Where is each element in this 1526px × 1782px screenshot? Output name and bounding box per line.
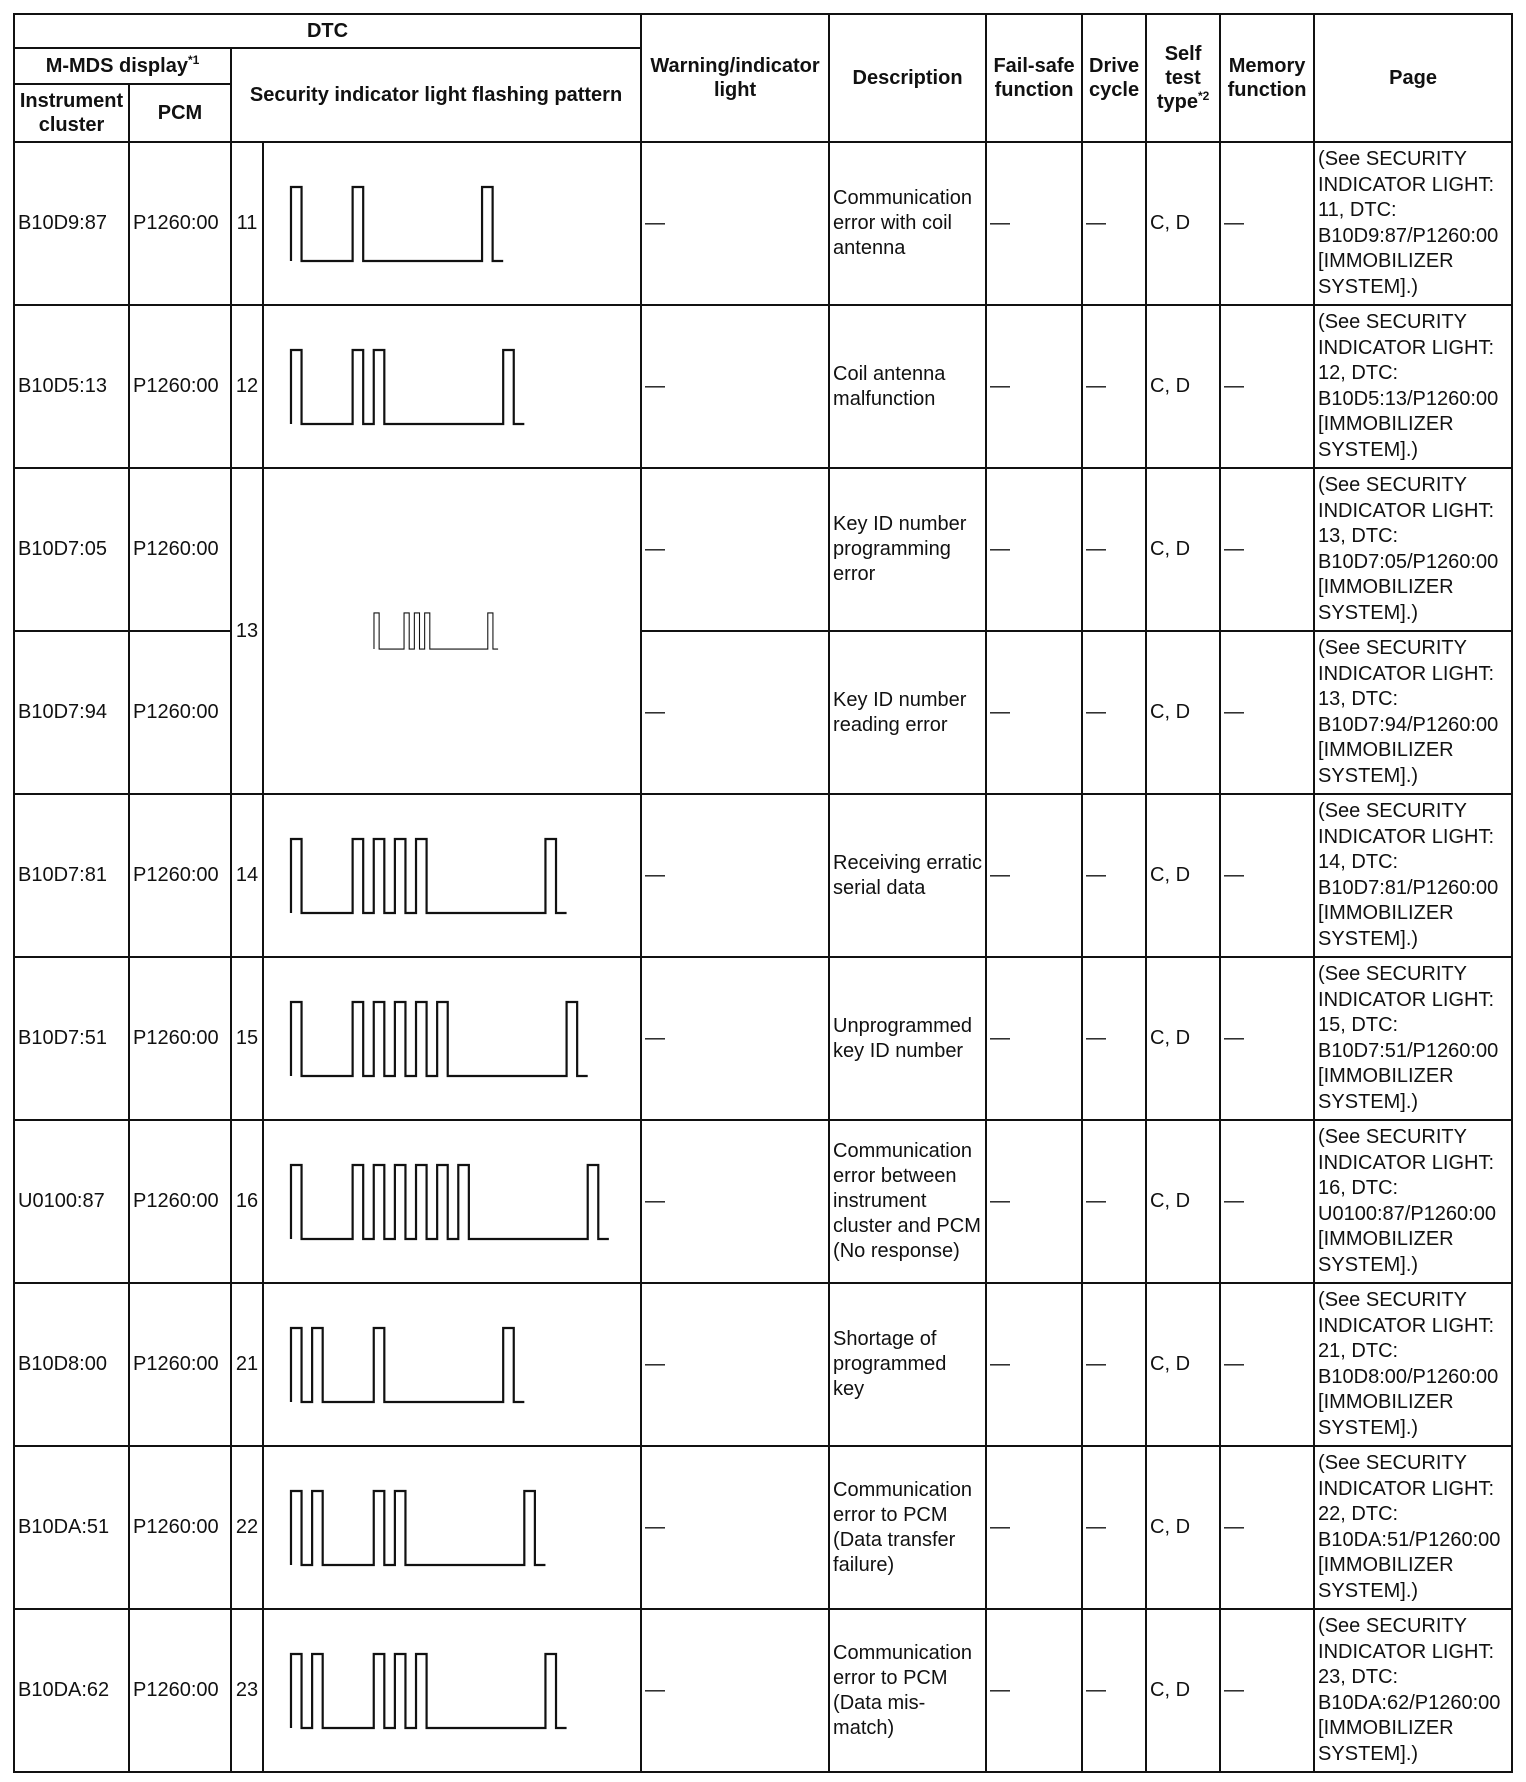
flash-pattern-cell bbox=[263, 1120, 641, 1283]
flash-code-number: 12 bbox=[231, 305, 263, 468]
pulse-waveform bbox=[291, 839, 567, 913]
description-text: Communication error to PCM (Data transfer failure) bbox=[829, 1446, 986, 1609]
self-test-note: *2 bbox=[1197, 89, 1210, 103]
memory-function-value: — bbox=[1220, 468, 1314, 631]
dtc-rows bbox=[14, 142, 1512, 1772]
pcm-code: P1260:00 bbox=[129, 1283, 231, 1446]
instrument-cluster-code: B10D7:94 bbox=[14, 631, 129, 794]
header-description: Description bbox=[829, 14, 986, 142]
header-fail-safe: Fail-safe function bbox=[986, 14, 1082, 142]
warning-light-value: — bbox=[641, 1609, 829, 1772]
self-test-value: C, D bbox=[1146, 142, 1220, 305]
table-row bbox=[14, 957, 1512, 1120]
page-reference-link[interactable]: (See SECURITY INDICATOR LIGHT: 14, DTC: B10D7:81/P1260:00 [IMMOBILIZER SYSTEM].) bbox=[1314, 794, 1512, 957]
description-text: Unprogrammed key ID number bbox=[829, 957, 986, 1120]
fail-safe-value: — bbox=[986, 1283, 1082, 1446]
drive-cycle-value: — bbox=[1082, 142, 1146, 305]
table-row bbox=[14, 1609, 1512, 1772]
self-test-value: C, D bbox=[1146, 1446, 1220, 1609]
page-reference-link[interactable]: (See SECURITY INDICATOR LIGHT: 12, DTC: B10D5:13/P1260:00 [IMMOBILIZER SYSTEM].) bbox=[1314, 305, 1512, 468]
flash-code-number: 13 bbox=[231, 468, 263, 794]
warning-light-value: — bbox=[641, 631, 829, 794]
self-test-value: C, D bbox=[1146, 1283, 1220, 1446]
memory-function-value: — bbox=[1220, 957, 1314, 1120]
fail-safe-value: — bbox=[986, 1446, 1082, 1609]
header-mmds-display bbox=[14, 48, 231, 84]
page-reference-link[interactable]: (See SECURITY INDICATOR LIGHT: 16, DTC: U0100:87/P1260:00 [IMMOBILIZER SYSTEM].) bbox=[1314, 1120, 1512, 1283]
pulse-waveform bbox=[291, 1002, 588, 1076]
header-memory-function: Memory function bbox=[1220, 14, 1314, 142]
description-text: Communication error with coil antenna bbox=[829, 142, 986, 305]
flashing-pattern-21 bbox=[264, 1295, 642, 1435]
instrument-cluster-code: B10D9:87 bbox=[14, 142, 129, 305]
header-drive-cycle: Drive cycle bbox=[1082, 14, 1146, 142]
warning-light-value: — bbox=[641, 794, 829, 957]
warning-light-value: — bbox=[641, 1283, 829, 1446]
memory-function-value: — bbox=[1220, 305, 1314, 468]
flash-code-number: 22 bbox=[231, 1446, 263, 1609]
flash-code-number: 11 bbox=[231, 142, 263, 305]
instrument-cluster-code: B10D7:05 bbox=[14, 468, 129, 631]
instrument-cluster-code: B10D5:13 bbox=[14, 305, 129, 468]
header-flash-pattern: Security indicator light flashing pattern bbox=[231, 48, 641, 142]
description-text: Receiving erratic serial data bbox=[829, 794, 986, 957]
flash-code-number: 23 bbox=[231, 1609, 263, 1772]
description-text: Key ID number reading error bbox=[829, 631, 986, 794]
header-self-test-type bbox=[1146, 14, 1220, 142]
flash-pattern-cell bbox=[263, 957, 641, 1120]
instrument-cluster-code: B10D7:51 bbox=[14, 957, 129, 1120]
drive-cycle-value: — bbox=[1082, 1120, 1146, 1283]
flashing-pattern-16 bbox=[264, 1132, 642, 1272]
flash-code-number: 21 bbox=[231, 1283, 263, 1446]
table-row bbox=[14, 305, 1512, 468]
warning-light-value: — bbox=[641, 957, 829, 1120]
instrument-cluster-code: B10DA:51 bbox=[14, 1446, 129, 1609]
drive-cycle-value: — bbox=[1082, 631, 1146, 794]
pcm-code: P1260:00 bbox=[129, 468, 231, 631]
table-row bbox=[14, 142, 1512, 305]
page-reference-link[interactable]: (See SECURITY INDICATOR LIGHT: 13, DTC: B10D7:05/P1260:00 [IMMOBILIZER SYSTEM].) bbox=[1314, 468, 1512, 631]
page-reference-link[interactable]: (See SECURITY INDICATOR LIGHT: 15, DTC: B10D7:51/P1260:00 [IMMOBILIZER SYSTEM].) bbox=[1314, 957, 1512, 1120]
fail-safe-value: — bbox=[986, 957, 1082, 1120]
warning-light-value: — bbox=[641, 142, 829, 305]
flash-pattern-cell bbox=[263, 794, 641, 957]
self-test-value: C, D bbox=[1146, 305, 1220, 468]
pulse-waveform bbox=[291, 350, 524, 424]
table-row bbox=[14, 1120, 1512, 1283]
pulse-waveform bbox=[291, 187, 503, 261]
flash-code-number: 15 bbox=[231, 957, 263, 1120]
drive-cycle-value: — bbox=[1082, 305, 1146, 468]
fail-safe-value: — bbox=[986, 468, 1082, 631]
warning-light-value: — bbox=[641, 1120, 829, 1283]
pcm-code: P1260:00 bbox=[129, 631, 231, 794]
flashing-pattern-15 bbox=[264, 969, 642, 1109]
page-reference-link[interactable]: (See SECURITY INDICATOR LIGHT: 22, DTC: B10DA:51/P1260:00 [IMMOBILIZER SYSTEM].) bbox=[1314, 1446, 1512, 1609]
flash-pattern-cell bbox=[263, 142, 641, 305]
instrument-cluster-code: B10DA:62 bbox=[14, 1609, 129, 1772]
flashing-pattern-11 bbox=[264, 154, 642, 294]
table-row bbox=[14, 1446, 1512, 1609]
instrument-cluster-code: B10D8:00 bbox=[14, 1283, 129, 1446]
pulse-waveform bbox=[291, 1328, 524, 1402]
memory-function-value: — bbox=[1220, 1609, 1314, 1772]
drive-cycle-value: — bbox=[1082, 794, 1146, 957]
drive-cycle-value: — bbox=[1082, 957, 1146, 1120]
self-test-value: C, D bbox=[1146, 957, 1220, 1120]
header-instrument-cluster: Instrument cluster bbox=[14, 84, 129, 142]
fail-safe-value: — bbox=[986, 305, 1082, 468]
description-text: Communication error between instrument cluster and PCM (No response) bbox=[829, 1120, 986, 1283]
memory-function-value: — bbox=[1220, 142, 1314, 305]
self-test-value: C, D bbox=[1146, 631, 1220, 794]
flashing-pattern-22 bbox=[264, 1458, 642, 1598]
mmds-note: *1 bbox=[187, 53, 200, 67]
page-reference-link[interactable]: (See SECURITY INDICATOR LIGHT: 23, DTC: B10DA:62/P1260:00 [IMMOBILIZER SYSTEM].) bbox=[1314, 1609, 1512, 1772]
flash-pattern-cell bbox=[263, 1446, 641, 1609]
pcm-code: P1260:00 bbox=[129, 1446, 231, 1609]
pulse-waveform bbox=[291, 1165, 609, 1239]
fail-safe-value: — bbox=[986, 631, 1082, 794]
description-text: Key ID number programming error bbox=[829, 468, 986, 631]
page-reference-link[interactable]: (See SECURITY INDICATOR LIGHT: 21, DTC: B10D8:00/P1260:00 [IMMOBILIZER SYSTEM].) bbox=[1314, 1283, 1512, 1446]
pcm-code: P1260:00 bbox=[129, 1609, 231, 1772]
header-warning-light: Warning/indicator light bbox=[641, 14, 829, 142]
instrument-cluster-code: B10D7:81 bbox=[14, 794, 129, 957]
warning-light-value: — bbox=[641, 1446, 829, 1609]
warning-light-value: — bbox=[641, 468, 829, 631]
dtc-table bbox=[13, 13, 1513, 1773]
pulse-waveform bbox=[291, 1491, 545, 1565]
fail-safe-value: — bbox=[986, 1120, 1082, 1283]
drive-cycle-value: — bbox=[1082, 1283, 1146, 1446]
description-text: Communication error to PCM (Data mis-match) bbox=[829, 1609, 986, 1772]
table-row bbox=[14, 1283, 1512, 1446]
header-pcm: PCM bbox=[129, 84, 231, 142]
header-page: Page bbox=[1314, 14, 1512, 142]
table-row bbox=[14, 794, 1512, 957]
self-test-type-label: Self test type bbox=[1156, 43, 1202, 113]
instrument-cluster-code: U0100:87 bbox=[14, 1120, 129, 1283]
dtc-table-sheet bbox=[13, 13, 1511, 1769]
page-reference-link[interactable]: (See SECURITY INDICATOR LIGHT: 11, DTC: B10D9:87/P1260:00 [IMMOBILIZER SYSTEM].) bbox=[1314, 142, 1512, 305]
pcm-code: P1260:00 bbox=[129, 142, 231, 305]
pcm-code: P1260:00 bbox=[129, 957, 231, 1120]
pulse-waveform bbox=[291, 1654, 567, 1728]
flash-code-number: 14 bbox=[231, 794, 263, 957]
drive-cycle-value: — bbox=[1082, 468, 1146, 631]
flash-pattern-cell bbox=[263, 1283, 641, 1446]
memory-function-value: — bbox=[1220, 631, 1314, 794]
fail-safe-value: — bbox=[986, 1609, 1082, 1772]
pulse-waveform bbox=[374, 613, 498, 649]
header-dtc: DTC bbox=[14, 14, 641, 48]
description-text: Coil antenna malfunction bbox=[829, 305, 986, 468]
drive-cycle-value: — bbox=[1082, 1609, 1146, 1772]
self-test-value: C, D bbox=[1146, 1120, 1220, 1283]
drive-cycle-value: — bbox=[1082, 1446, 1146, 1609]
memory-function-value: — bbox=[1220, 1283, 1314, 1446]
memory-function-value: — bbox=[1220, 1446, 1314, 1609]
memory-function-value: — bbox=[1220, 1120, 1314, 1283]
flashing-pattern-23 bbox=[264, 1621, 642, 1761]
self-test-value: C, D bbox=[1146, 468, 1220, 631]
table-row bbox=[14, 468, 1512, 631]
page-reference-link[interactable]: (See SECURITY INDICATOR LIGHT: 13, DTC: B10D7:94/P1260:00 [IMMOBILIZER SYSTEM].) bbox=[1314, 631, 1512, 794]
memory-function-value: — bbox=[1220, 794, 1314, 957]
pcm-code: P1260:00 bbox=[129, 794, 231, 957]
flashing-pattern-13 bbox=[264, 561, 642, 701]
fail-safe-value: — bbox=[986, 142, 1082, 305]
flash-pattern-cell bbox=[263, 305, 641, 468]
flashing-pattern-14 bbox=[264, 806, 642, 946]
flash-pattern-cell bbox=[263, 1609, 641, 1772]
description-text: Shortage of programmed key bbox=[829, 1283, 986, 1446]
pcm-code: P1260:00 bbox=[129, 305, 231, 468]
self-test-value: C, D bbox=[1146, 1609, 1220, 1772]
self-test-value: C, D bbox=[1146, 794, 1220, 957]
flash-pattern-cell bbox=[263, 468, 641, 794]
warning-light-value: — bbox=[641, 305, 829, 468]
flashing-pattern-12 bbox=[264, 317, 642, 457]
mmds-display-label: M-MDS display bbox=[45, 55, 188, 77]
pcm-code: P1260:00 bbox=[129, 1120, 231, 1283]
flash-code-number: 16 bbox=[231, 1120, 263, 1283]
fail-safe-value: — bbox=[986, 794, 1082, 957]
